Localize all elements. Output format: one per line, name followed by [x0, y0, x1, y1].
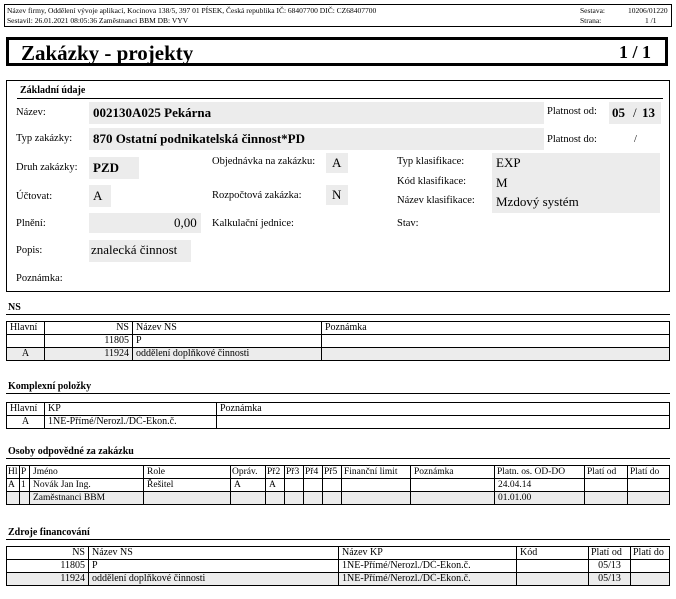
rozpoctova-value: N: [332, 187, 342, 202]
kod-klasifikace-label: Kód klasifikace:: [397, 176, 467, 187]
table-cell: 05/13: [589, 560, 631, 573]
column-header: P: [20, 466, 30, 479]
table-cell: 05/13: [589, 573, 631, 586]
column-header: Kód: [517, 547, 589, 560]
column-header: Role: [144, 466, 231, 479]
page-header: [4, 4, 672, 27]
table-cell: A: [7, 348, 45, 361]
kalkulacni-label: Kalkulační jednice:: [212, 218, 294, 229]
table-cell: 11805: [45, 335, 133, 348]
column-header: Poznámka: [217, 403, 670, 416]
column-header: Název NS: [89, 547, 339, 560]
typ-zakazky-value: 870 Ostatní podnikatelská činnost*PD: [93, 131, 306, 146]
table-cell: [342, 479, 411, 492]
table-cell: [411, 492, 495, 505]
table-cell: [517, 560, 589, 573]
table-cell: [7, 335, 45, 348]
nazev-klasifikace-value: Mzdový systém: [496, 194, 579, 209]
sestava-label: Sestava:: [580, 6, 605, 15]
column-header: Př5: [323, 466, 342, 479]
table-cell: [144, 492, 231, 505]
osoby-heading: Osoby odpovědné za zakázku: [8, 446, 134, 457]
table-cell: [585, 492, 628, 505]
page-number: 1 / 1: [618, 42, 651, 62]
table-cell: [342, 492, 411, 505]
table-cell: Novák Jan Ing.: [30, 479, 144, 492]
nazev-label: Název:: [16, 107, 46, 118]
column-header: Platí do: [628, 466, 670, 479]
table-cell: [628, 479, 670, 492]
objednavka-label: Objednávka na zakázku:: [212, 156, 316, 167]
column-header: Platí od: [589, 547, 631, 560]
table-row: [7, 416, 670, 429]
column-header: Př3: [285, 466, 304, 479]
table-cell: [322, 335, 670, 348]
typ-klasifikace-label: Typ klasifikace:: [397, 156, 465, 167]
table-cell: oddělení doplňkové činnosti: [89, 573, 339, 586]
column-header: Finanční limit: [342, 466, 411, 479]
zdroje-heading: Zdroje financování: [8, 527, 90, 538]
typ-zakazky-label: Typ zakázky:: [16, 133, 73, 144]
table-cell: [266, 492, 285, 505]
komplexni-table: [6, 402, 670, 429]
column-header: Př2: [266, 466, 285, 479]
popis-label: Popis:: [16, 245, 43, 256]
table-cell: [285, 492, 304, 505]
table-header-row: [7, 322, 670, 335]
objednavka-value: A: [332, 155, 342, 170]
table-cell: A: [7, 479, 20, 492]
column-header: NS: [45, 322, 133, 335]
basic-info-rule: [17, 98, 663, 99]
osoby-table: [6, 465, 670, 505]
table-row: [7, 573, 670, 586]
column-header: Hlavní: [7, 403, 45, 416]
platnost-od-year: 13: [642, 105, 655, 120]
table-cell: [231, 492, 266, 505]
table-header-row: [7, 403, 670, 416]
platnost-od-sep: /: [633, 105, 637, 120]
uctovat-label: Účtovat:: [16, 191, 53, 202]
column-header: Název KP: [339, 547, 517, 560]
sestava-value: 10206/01220: [628, 6, 668, 15]
table-cell: [628, 492, 670, 505]
kod-klasifikace-value: M: [496, 175, 508, 190]
column-header: KP: [45, 403, 217, 416]
table-cell: 24.04.14: [495, 479, 585, 492]
ns-heading: NS: [8, 302, 21, 313]
table-cell: 11924: [45, 348, 133, 361]
column-header: Platn. os. OD-DO: [495, 466, 585, 479]
platnost-od-label: Platnost od:: [547, 106, 597, 117]
table-cell: [323, 479, 342, 492]
komplexni-heading: Komplexní položky: [8, 381, 92, 392]
page-title: Zakázky - projekty: [21, 41, 194, 65]
strana-value: 1 /1: [645, 16, 657, 25]
table-cell: [411, 479, 495, 492]
table-cell: [631, 560, 670, 573]
komplexni-rule: [6, 393, 670, 394]
ns-rule: [6, 314, 670, 315]
table-cell: [217, 416, 670, 429]
table-cell: 11805: [7, 560, 89, 573]
poznamka-label: Poznámka:: [16, 273, 63, 284]
table-cell: [304, 479, 323, 492]
table-cell: A: [266, 479, 285, 492]
header-company-line: Název firmy, Oddělení vývoje aplikací, Kocinova 138/5, 397 01 PÍSEK, Česká republika IČ: 68407700 DIČ: CZ68407700: [7, 6, 377, 15]
column-header: Poznámka: [411, 466, 495, 479]
table-cell: A: [231, 479, 266, 492]
table-cell: Zaměstnanci BBM: [30, 492, 144, 505]
druh-zakazky-value: PZD: [93, 160, 119, 175]
platnost-od-month: 05: [612, 105, 625, 120]
column-header: Př4: [304, 466, 323, 479]
column-header: Jméno: [30, 466, 144, 479]
column-header: Hl: [8, 467, 18, 477]
plneni-value: 0,00: [174, 215, 197, 230]
table-cell: oddělení doplňkové činnosti: [133, 348, 322, 361]
table-cell: 1NE-Přímé/Nerozl./DČ-Ekon.č.: [339, 560, 517, 573]
typ-klasifikace-value: EXP: [496, 155, 521, 170]
plneni-label: Plnění:: [16, 218, 46, 229]
zdroje-table: [6, 546, 670, 586]
rozpoctova-label: Rozpočtová zakázka:: [212, 190, 302, 201]
druh-zakazky-label: Druh zakázky:: [16, 162, 78, 173]
nazev-value: 002130A025 Pekárna: [93, 105, 212, 120]
popis-value: znalecká činnost: [91, 242, 178, 257]
ns-table: [6, 321, 670, 361]
platnost-do-sep: /: [634, 134, 637, 145]
table-row: [7, 560, 670, 573]
table-cell: P: [133, 335, 322, 348]
osoby-rule: [6, 458, 670, 459]
table-header-row: [7, 547, 670, 560]
table-cell: A: [7, 416, 45, 429]
header-author-line: Sestavil: 26.01.2021 08:05:36 Zaměstnanci BBM DB: VYV: [7, 16, 189, 25]
table-cell: 1NE-Přímé/Nerozl./DČ-Ekon.č.: [45, 416, 217, 429]
title-box: [6, 37, 668, 66]
table-cell: [304, 492, 323, 505]
table-cell: [517, 573, 589, 586]
stav-label: Stav:: [397, 218, 419, 229]
nazev-klasifikace-label: Název klasifikace:: [397, 195, 475, 206]
table-row: [7, 492, 670, 505]
table-row: [7, 348, 670, 361]
table-cell: [322, 348, 670, 361]
column-header: Opráv.: [231, 466, 266, 479]
column-header: NS: [7, 547, 89, 560]
column-header: Název NS: [133, 322, 322, 335]
column-header: Poznámka: [322, 322, 670, 335]
platnost-do-label: Platnost do:: [547, 134, 597, 145]
table-cell: 1: [20, 479, 30, 492]
table-cell: [7, 492, 20, 505]
strana-label: Strana:: [580, 16, 602, 25]
table-cell: 01.01.00: [495, 492, 585, 505]
uctovat-value: A: [93, 188, 103, 203]
table-cell: [585, 479, 628, 492]
table-cell: P: [89, 560, 339, 573]
table-row: [7, 335, 670, 348]
column-header: Hlavní: [7, 322, 45, 335]
basic-info-heading: Základní údaje: [20, 85, 86, 96]
table-row: [7, 479, 670, 492]
table-cell: 1NE-Přímé/Nerozl./DČ-Ekon.č.: [339, 573, 517, 586]
table-cell: [323, 492, 342, 505]
zdroje-rule: [6, 539, 670, 540]
table-cell: [20, 492, 30, 505]
basic-info-box: [6, 80, 670, 292]
column-header: Platí do: [631, 547, 670, 560]
column-header: Platí od: [585, 466, 628, 479]
table-cell: [285, 479, 304, 492]
table-cell: [631, 573, 670, 586]
table-cell: 11924: [7, 573, 89, 586]
table-cell: Řešitel: [144, 479, 231, 492]
table-header-row: [7, 466, 670, 479]
